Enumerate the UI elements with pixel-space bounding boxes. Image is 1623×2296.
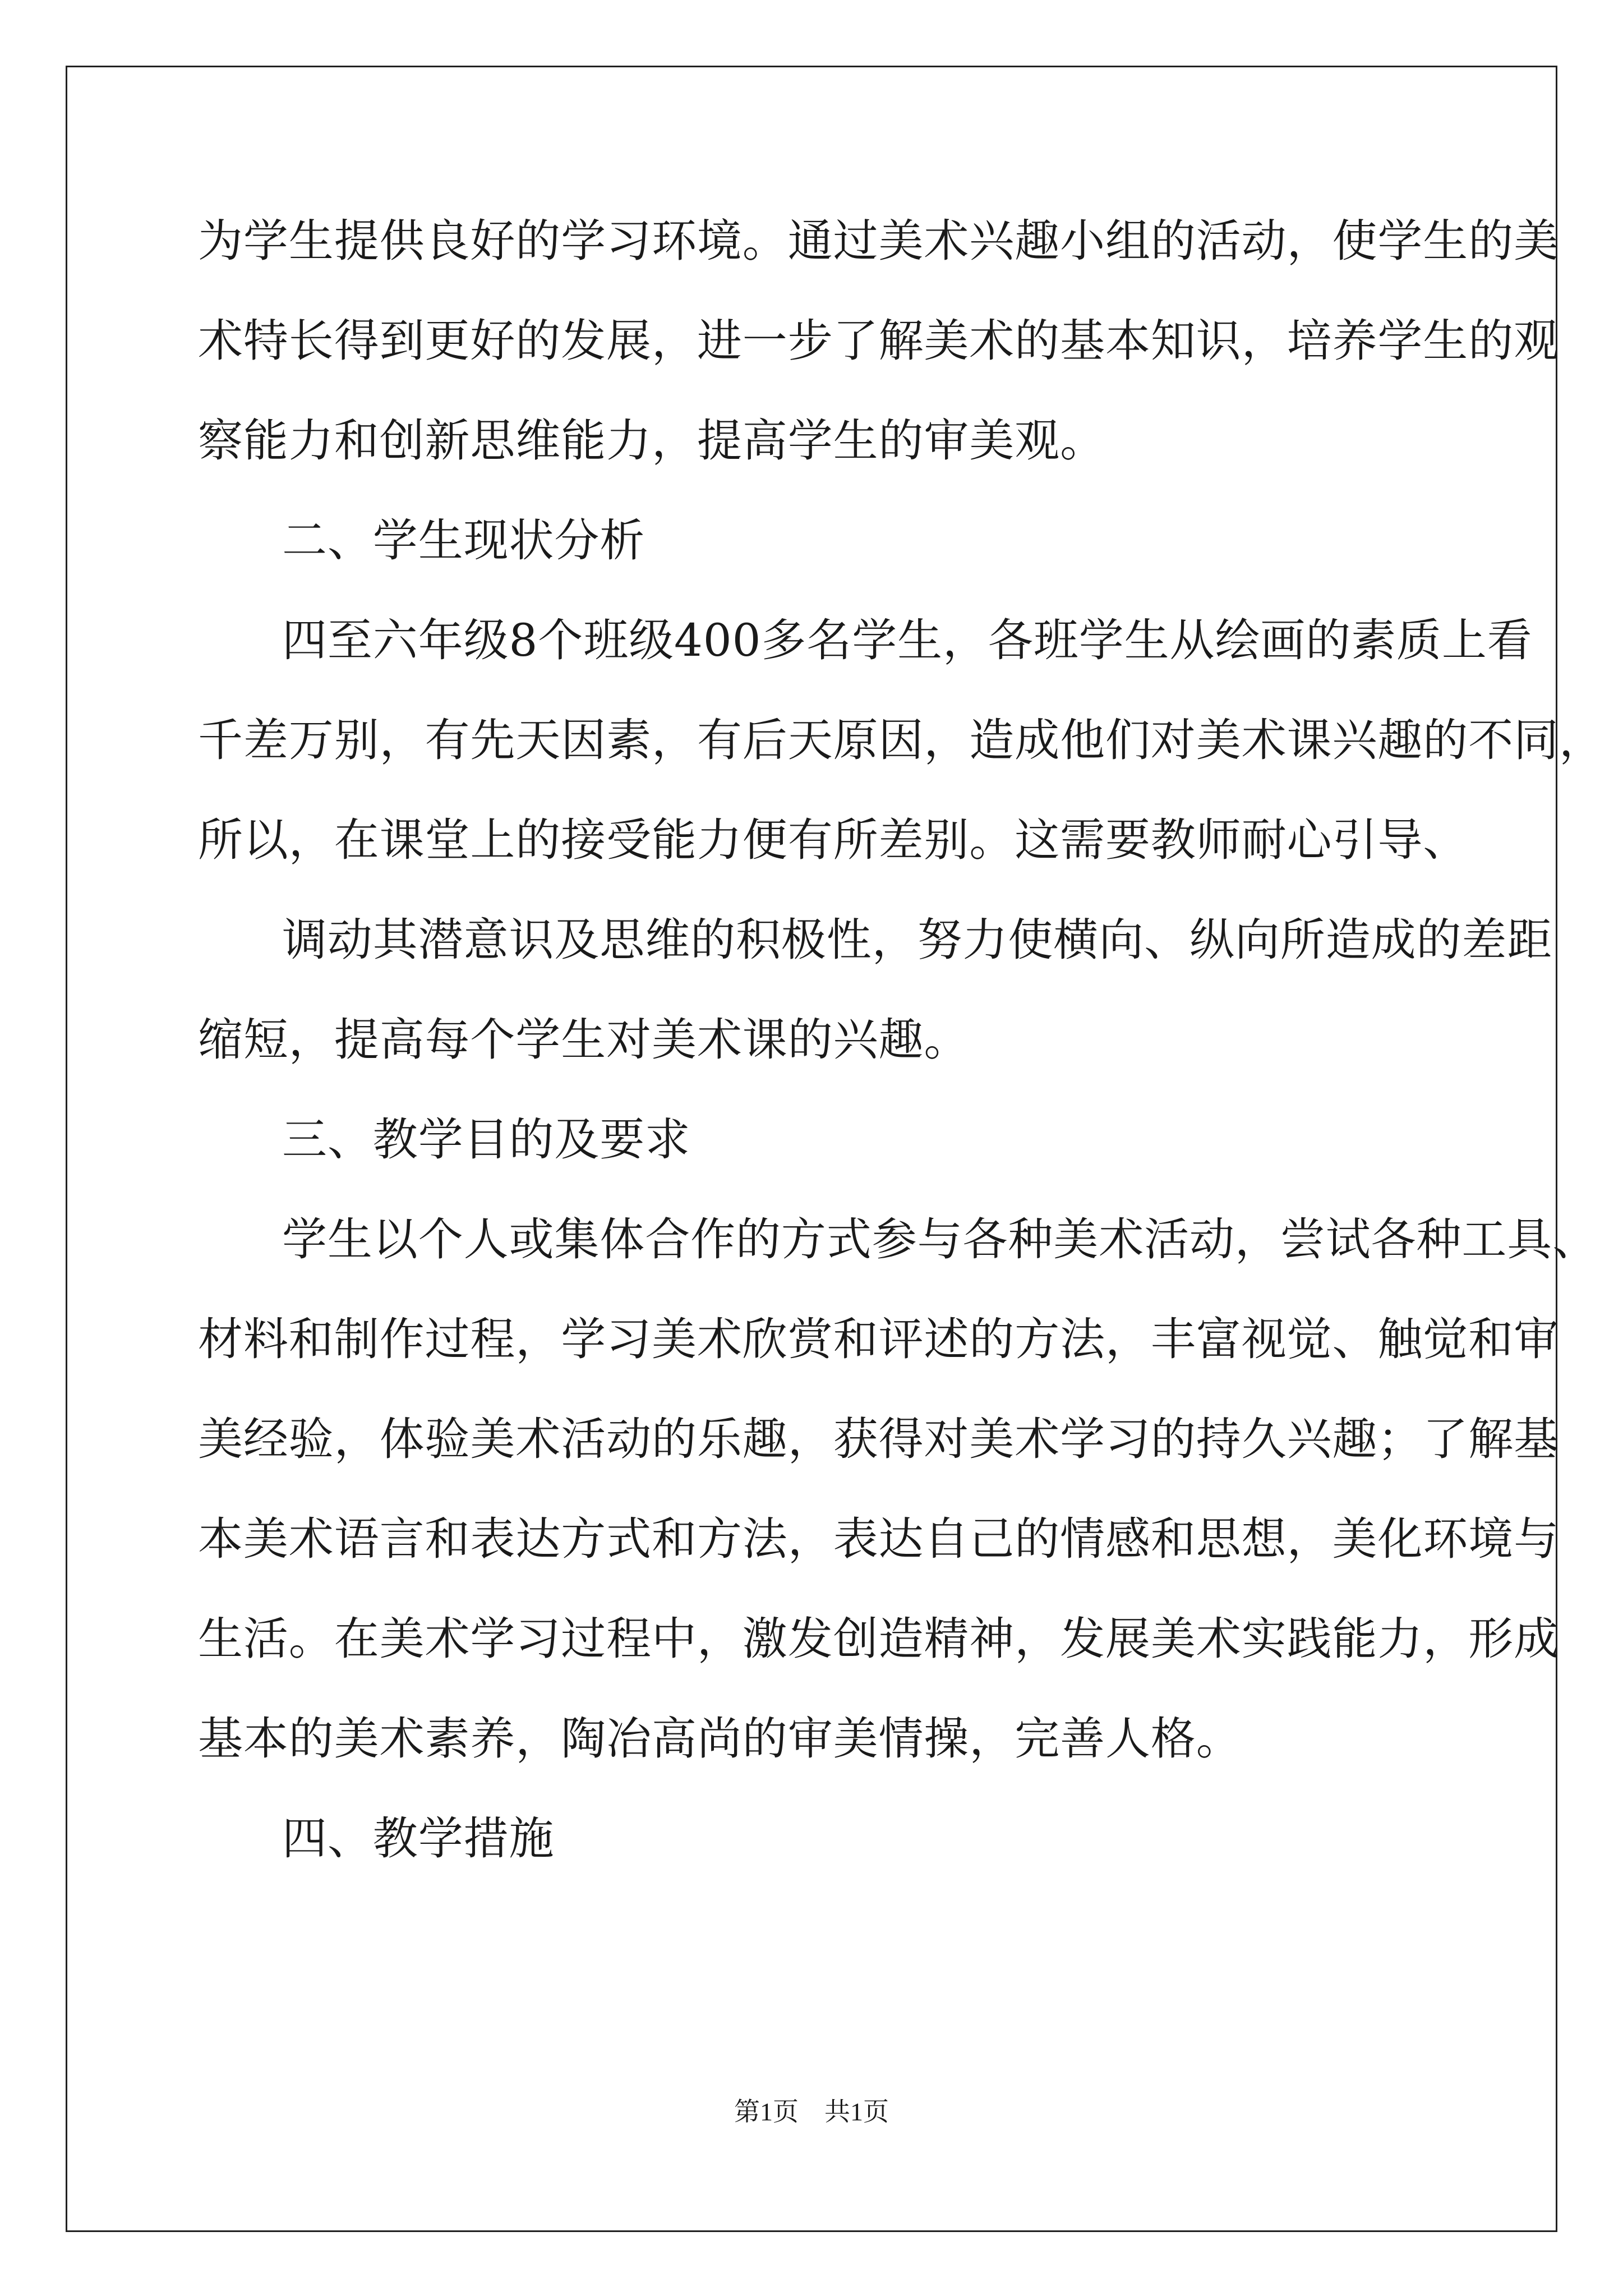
page-number-footer: 第1页 共1页 (734, 2097, 889, 2126)
paragraph-line: 基本的美术素养，陶冶高尚的审美情操，完善人格。 (198, 1713, 1242, 1765)
paragraph-line: 缩短，提高每个学生对美术课的兴趣。 (198, 1014, 970, 1066)
paragraph-line: 四至六年级8个班级400多名学生，各班学生从绘画的素质上看 (282, 614, 1533, 666)
paragraph-line: 察能力和创新思维能力，提高学生的审美观。 (198, 415, 1105, 467)
paragraph-line: 本美术语言和表达方式和方法，表达自己的情感和思想，美化环境与 (198, 1513, 1559, 1565)
section-heading: 二、学生现状分析 (282, 514, 645, 567)
paragraph-line: 调动其潜意识及思维的积极性，努力使横向、纵向所造成的差距 (282, 914, 1553, 966)
paragraph-line: 为学生提供良好的学习环境。通过美术兴趣小组的活动，使学生的美 (198, 215, 1559, 267)
paragraph-line: 术特长得到更好的发展，进一步了解美术的基本知识，培养学生的观 (198, 315, 1559, 367)
section-heading: 三、教学目的及要求 (282, 1114, 691, 1166)
paragraph-line: 千差万别，有先天因素，有后天原因，造成他们对美术课兴趣的不同， (198, 714, 1604, 766)
paragraph-line: 所以，在课堂上的接受能力便有所差别。这需要教师耐心引导、 (198, 814, 1469, 866)
paragraph-line: 生活。在美术学习过程中，激发创造精神，发展美术实践能力，形成 (198, 1613, 1559, 1665)
paragraph-line: 学生以个人或集体合作的方式参与各种美术活动，尝试各种工具、 (282, 1213, 1598, 1266)
paragraph-line: 美经验，体验美术活动的乐趣，获得对美术学习的持久兴趣；了解基 (198, 1413, 1559, 1465)
paragraph-line: 材料和制作过程，学习美术欣赏和评述的方法，丰富视觉、触觉和审 (198, 1313, 1559, 1365)
section-heading: 四、教学措施 (282, 1812, 555, 1865)
